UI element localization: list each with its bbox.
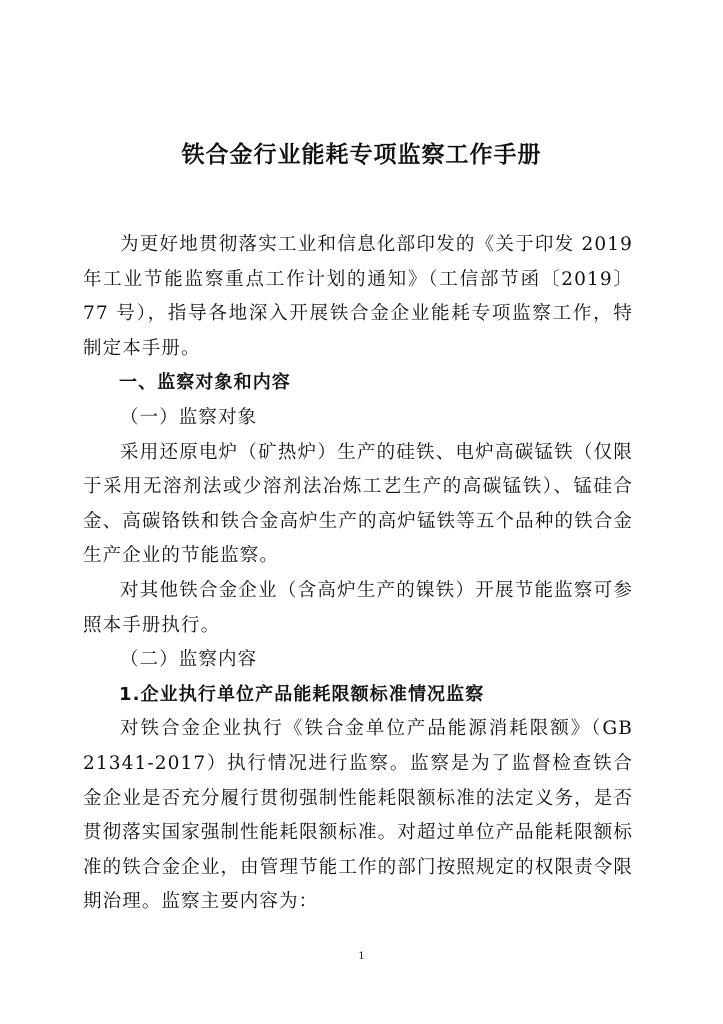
page-number: 1 — [358, 951, 365, 962]
subsection-heading-objects: （一）监察对象 — [120, 406, 258, 428]
section-heading-1: 一、监察对象和内容 — [119, 372, 291, 394]
intro-paragraph: 为更好地贯彻落实工业和信息化部印发的《关于印发 2019 年工业节能监察重点工作计划的通知》（工信部节函〔2019〕77 号），指导各地深入开展铁合金企业能耗专项监察工作，特制定本手册。 — [83, 234, 633, 359]
other-enterprises-paragraph: 对其他铁合金企业（含高炉生产的镍铁）开展节能监察可参照本手册执行。 — [83, 579, 633, 636]
document-body — [83, 228, 633, 920]
content-paragraph: 对铁合金企业执行《铁合金单位产品能源消耗限额》（GB 21341-2017）执行情况进行监察。监察是为了监督检查铁合金企业是否充分履行贯彻强制性能耗限额标准的法定义务，是否贯彻落实国家强制性能耗限额标准。对超过单位产品能耗限额标准的铁合金企业，由管理节能工作的部门按照规定的权限责令限期治理。监察主要内容为： — [83, 718, 633, 913]
subsection-heading-content: （二）监察内容 — [120, 649, 258, 671]
objects-paragraph: 采用还原电炉（矿热炉）生产的硅铁、电炉高碳锰铁（仅限于采用无溶剂法或少溶剂法冶炼工艺生产的高碳锰铁）、锰硅合金、高碳铬铁和铁合金高炉生产的高炉锰铁等五个品种的铁合金生产企业的节能监察。 — [83, 441, 633, 567]
item-heading-1: 1.企业执行单位产品能耗限额标准情况监察 — [119, 683, 485, 705]
document-title: 铁合金行业能耗专项监察工作手册 — [181, 141, 542, 168]
